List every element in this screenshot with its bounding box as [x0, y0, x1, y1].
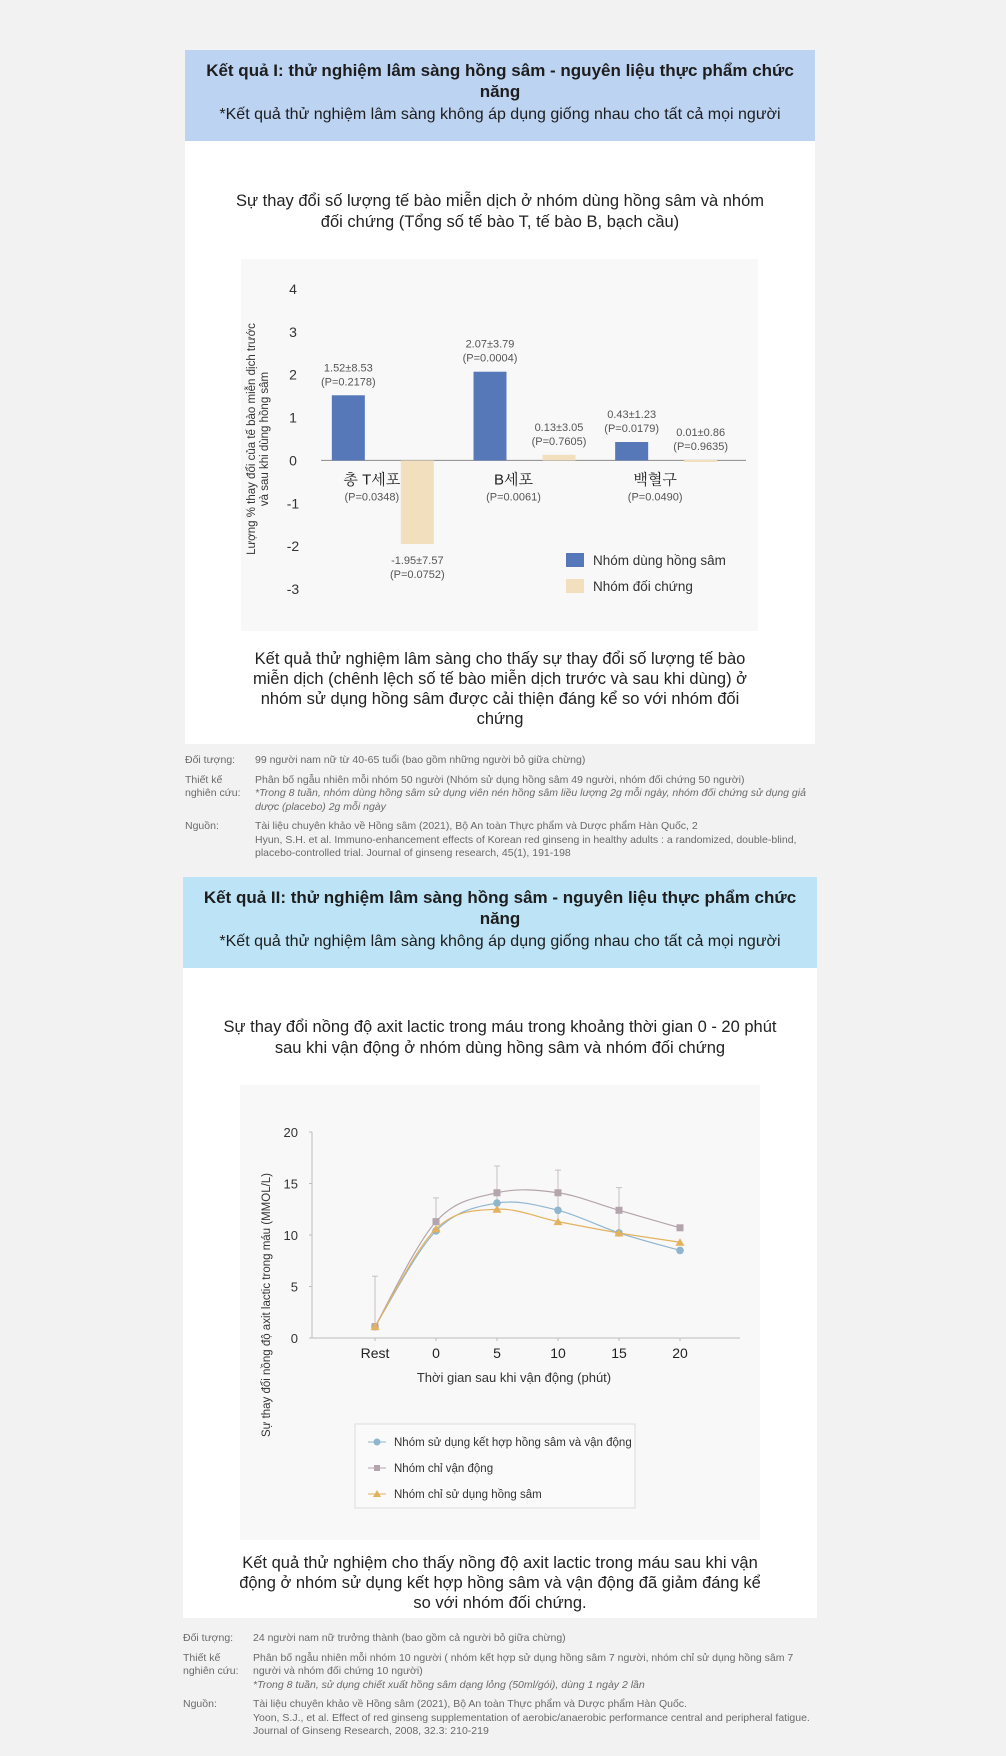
y-tick-label: 0 — [290, 1331, 298, 1346]
bar-pvalue-label: (P=0.0752) — [389, 569, 445, 581]
bar-pvalue-label: (P=0.7605) — [531, 435, 587, 448]
note-row — [185, 774, 815, 815]
bar-ginseng — [332, 395, 365, 460]
x-tick-label: 5 — [493, 1345, 501, 1361]
note-line: Phân bố ngẫu nhiên mỗi nhóm 10 người ( nhóm kết hợp sử dụng hồng sâm 7 người, nhóm chỉ sử dụng hồng sâm 7 người và nhóm đối chứng 10 người) — [253, 1651, 794, 1677]
chart-1-title: Sự thay đổi số lượng tế bào miễn dịch ở nhóm dùng hồng sâm và nhóm đối chứng (Tổng số tế bào T, tế bào B, bạch cầu) — [235, 192, 765, 231]
note-label: Thiết kế nghiên cứu: — [185, 773, 241, 799]
legend-label: Nhóm chỉ sử dụng hồng sâm — [394, 1489, 542, 1501]
x-tick-label: 0 — [432, 1345, 440, 1361]
legend-swatch — [566, 579, 584, 593]
legend-marker-circle — [374, 1439, 381, 1446]
bar-value-label: 0.43±1.23 — [607, 409, 657, 421]
note-line: Phân bố ngẫu nhiên mỗi nhóm 50 người (Nhóm sử dụng hồng sâm 49 người, nhóm đối chứng 50 người) — [255, 773, 745, 786]
note-value — [255, 820, 815, 861]
bar-control — [684, 460, 717, 462]
section-result-2 — [183, 877, 817, 1745]
note-line: Tài liệu chuyên khảo về Hồng sâm (2021), Bộ An toàn Thực phẩm và Dược phẩm Hàn Quốc. — [253, 1698, 687, 1710]
y-tick-label: 3 — [289, 323, 297, 340]
note-label: Đối tượng: — [183, 1632, 234, 1644]
note-italic-line: *Trong 8 tuần, nhóm dùng hồng sâm sử dụng viên nén hồng sâm liều lượng 2g mỗi ngày, nhóm đối chứng sử dụng giả dược (placebo) 2g mỗi ngày — [255, 787, 806, 813]
chart-2-title: Sự thay đổi nồng độ axit lactic trong máu trong khoảng thời gian 0 - 20 phút sau khi vận động ở nhóm dùng hồng sâm và nhóm đối chứng — [223, 1018, 777, 1057]
category-label: B세포 — [494, 471, 533, 489]
section-2-heading: Kết quả II: thử nghiệm lâm sàng hồng sâm - nguyên liệu thực phẩm chức năng — [203, 888, 797, 928]
note-value — [255, 774, 815, 815]
note-row — [183, 1698, 817, 1739]
y-tick-label: 15 — [283, 1176, 298, 1192]
category-label: 총 T세포 — [343, 471, 401, 489]
section-1-heading: Kết quả I: thử nghiệm lâm sàng hồng sâm - nguyên liệu thực phẩm chức năng — [206, 61, 794, 101]
bar-value-label: 0.13±3.05 — [534, 421, 584, 434]
y-tick-label: 5 — [290, 1279, 298, 1295]
chart-2-conclusion: Kết quả thử nghiệm cho thấy nồng độ axit lactic trong máu sau khi vận động ở nhóm sử dụng kết hợp hồng sâm và vận động đã giảm đáng kể so với nhóm đối chứng. — [239, 1554, 761, 1612]
series-line-square — [375, 1190, 680, 1327]
y-tick-label: 20 — [283, 1125, 298, 1140]
y-tick-label: 0 — [289, 452, 297, 469]
note-row — [183, 1652, 817, 1693]
data-point-circle — [676, 1247, 684, 1255]
y-tick-label: -3 — [286, 581, 300, 597]
bar-pvalue-label: (P=0.9635) — [673, 441, 729, 453]
bar-control — [543, 455, 576, 461]
bar-value-label: 1.52±8.53 — [323, 362, 373, 375]
note-line: Tài liệu chuyên khảo về Hồng sâm (2021), Bộ An toàn Thực phẩm và Dược phẩm Hàn Quốc, 2 — [255, 820, 698, 832]
y-axis-label: Lượng % thay đổi của tế bào miễn dịch trướcvà sau khi dùng hồng sâm — [246, 323, 271, 555]
legend-label: Nhóm đối chứng — [593, 579, 693, 594]
section-1-subheading: *Kết quả thử nghiệm lâm sàng không áp dụng giống nhau cho tất cả mọi người — [219, 106, 781, 123]
note-line: Yoon, S.J., et al. Effect of red ginseng supplementation of aerobic/anaerobic performance central and peripheral fatigue. Journal of Ginseng Research, 2008, 32.3: 210-219 — [253, 1711, 810, 1737]
y-tick-label: 1 — [289, 409, 297, 426]
bar-value-label: -1.95±7.57 — [391, 555, 444, 567]
bar-value-label: 2.07±3.79 — [465, 338, 515, 351]
category-label: 백혈구 — [633, 471, 677, 489]
note-label: Thiết kế nghiên cứu: — [183, 1651, 239, 1677]
y-axis-label: Sự thay đổi nồng độ axit lactic trong máu (MMOL/L) — [261, 1172, 273, 1438]
y-tick-label: 2 — [289, 366, 297, 383]
data-point-square — [433, 1218, 440, 1225]
bar-pvalue-label: (P=0.0179) — [604, 423, 660, 435]
data-point-square — [616, 1207, 623, 1214]
category-pvalue: (P=0.0061) — [486, 491, 541, 504]
note-label: Nguồn: — [185, 820, 219, 832]
section-1-notes — [185, 744, 815, 861]
y-tick-label: 10 — [283, 1228, 298, 1243]
note-italic-line: *Trong 8 tuần, sử dụng chiết xuất hồng sâm dạng lỏng (50ml/gói), dùng 1 ngày 2 lần — [253, 1678, 645, 1691]
y-tick-label: -1 — [286, 495, 300, 512]
series-line-circle — [375, 1202, 680, 1327]
section-1-card — [185, 141, 815, 744]
legend-label: Nhóm sử dụng kết hợp hồng sâm và vận động — [394, 1437, 632, 1449]
section-result-1 — [185, 50, 815, 867]
section-2-subheading: *Kết quả thử nghiệm lâm sàng không áp dụng giống nhau cho tất cả mọi người — [219, 933, 781, 950]
legend-label: Nhóm chỉ vận động — [394, 1463, 494, 1475]
x-axis-label: Thời gian sau khi vận động (phút) — [416, 1370, 612, 1385]
note-value — [253, 1652, 817, 1693]
x-tick-label: 15 — [611, 1345, 627, 1361]
note-value — [253, 1698, 817, 1739]
note-value — [253, 1632, 817, 1646]
immune-cell-bar-chart — [241, 259, 758, 631]
x-tick-label: 20 — [672, 1345, 688, 1361]
category-pvalue: (P=0.0348) — [344, 491, 400, 504]
note-line: Hyun, S.H. et al. Immuno-enhancement effects of Korean red ginseng in healthy adults : a randomized, double-blind, placebo-controlled trial. Journal of ginseng research, 45(1), 191-198 — [255, 833, 797, 859]
note-label: Nguồn: — [183, 1698, 217, 1710]
data-point-square — [494, 1189, 501, 1196]
section-1-header — [185, 50, 815, 141]
category-pvalue: (P=0.0490) — [627, 491, 683, 504]
x-tick-label: Rest — [360, 1345, 390, 1361]
bar-value-label: 0.01±0.86 — [676, 427, 726, 439]
chart-1-plot — [241, 259, 758, 631]
x-tick-label: 10 — [550, 1345, 566, 1361]
data-point-square — [555, 1189, 562, 1196]
bar-pvalue-label: (P=0.2178) — [320, 376, 376, 389]
series-line-triangle — [375, 1209, 680, 1327]
section-2-card — [183, 968, 817, 1618]
note-line: 24 người nam nữ trưởng thành (bao gồm cả người bỏ giữa chừng) — [253, 1632, 566, 1644]
y-tick-label: 4 — [289, 281, 297, 297]
legend-label: Nhóm dùng hồng sâm — [593, 553, 726, 568]
bar-pvalue-label: (P=0.0004) — [462, 352, 518, 365]
note-row — [183, 1632, 817, 1646]
data-point-square — [677, 1224, 684, 1231]
section-2-header — [183, 877, 817, 968]
note-row — [185, 754, 815, 768]
section-2-notes — [183, 1618, 817, 1739]
lactic-acid-line-chart — [240, 1085, 760, 1540]
legend-marker-square — [374, 1465, 380, 1471]
y-tick-label: -2 — [286, 538, 300, 555]
bar-control — [401, 460, 434, 544]
note-row — [185, 820, 815, 861]
note-label: Đối tượng: — [185, 754, 236, 766]
chart-1-conclusion: Kết quả thử nghiệm lâm sàng cho thấy sự thay đổi số lượng tế bào miễn dịch (chênh lệch số tế bào miễn dịch trước và sau khi dùng) ở nhóm sử dụng hồng sâm được cải thiện đáng kể so với nhóm đối chứng — [252, 650, 748, 728]
data-point-circle — [554, 1206, 562, 1214]
legend-swatch — [566, 553, 584, 567]
note-value — [255, 754, 815, 768]
bar-ginseng — [615, 442, 648, 460]
note-line: 99 người nam nữ từ 40-65 tuổi (bao gồm những người bỏ giữa chừng) — [255, 754, 586, 766]
chart-2-plot — [240, 1085, 760, 1540]
bar-ginseng — [474, 372, 507, 461]
